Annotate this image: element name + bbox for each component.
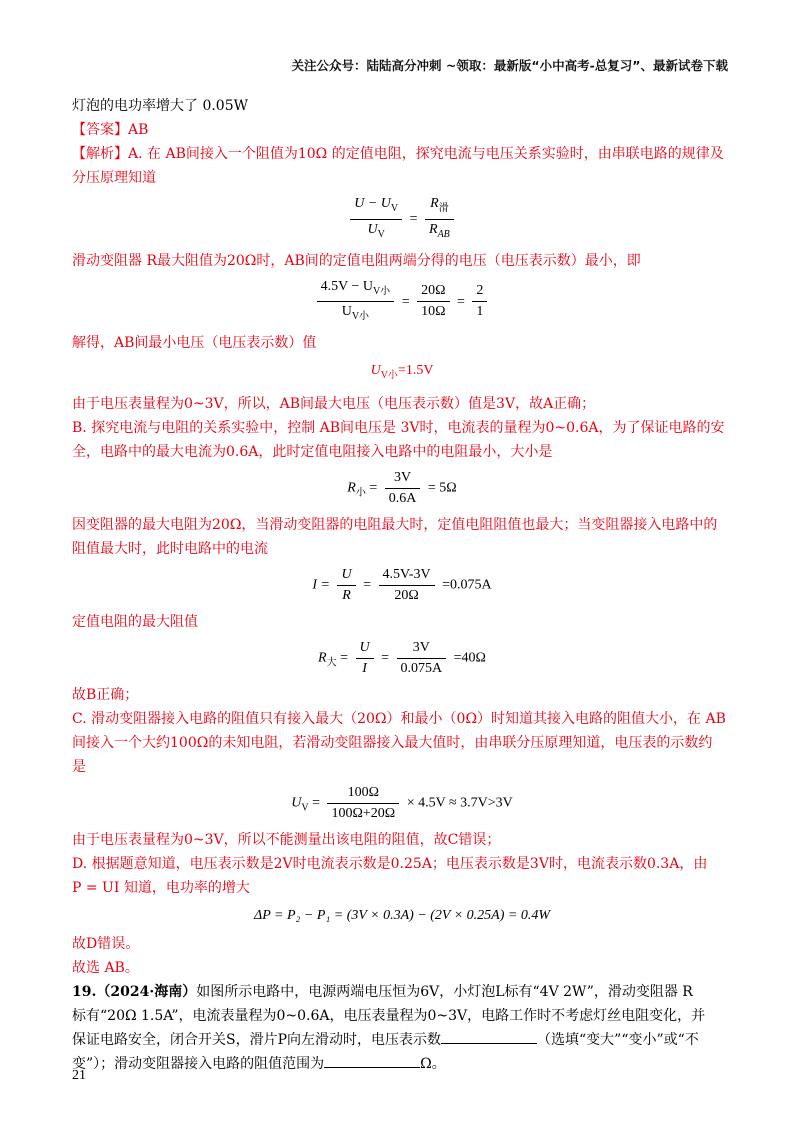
equation-1: $\frac{U - U_V}{U_V}$ = $\frac{R_滑}{R_{AB}}$ bbox=[72, 194, 732, 245]
analysis-line: 解得，AB间最小电压（电压表示数）值 bbox=[72, 335, 317, 352]
equation-8: ΔP = P₂ − P₁ = (3V × 0.3A) − (2V × 0.25A) = 0.4W bbox=[254, 907, 550, 923]
analysis-line: 由于电压表量程为0~3V，所以，AB间最大电压（电压表示数）值是3V，故A正确； bbox=[72, 395, 596, 412]
question-text: 保证电路安全，闭合开关S，滑片P向左滑动时，电压表示数 bbox=[72, 1031, 442, 1048]
analysis-line: 定值电阻的最大阻值 bbox=[72, 613, 198, 630]
analysis-line: 阻值最大时，此时电路中的电流 bbox=[72, 540, 268, 557]
answer-blank-1[interactable] bbox=[441, 1029, 537, 1044]
analysis-line: 【解析】A. 在 AB间接入一个阻值为10Ω 的定值电阻，探究电流与电压关系实验时，由串联电路的规律及 bbox=[72, 146, 724, 162]
analysis-line: 滑动变阻器 R最大阻值为20Ω时，AB间的定值电阻两端分得的电压（电压表示数）最小，即 bbox=[72, 252, 641, 269]
analysis-line: 间接入一个大约100Ω的未知电阻，若滑动变阻器接入最大值时，由串联分压原理知道，电压表的示数约 bbox=[72, 734, 713, 751]
page-header: 关注公众号：陆陆高分冲刺 ~领取：最新版“小中高考-总复习”、最新试卷下载 bbox=[291, 58, 728, 73]
equation-6: $R_大$ = $\frac{U}{I}$ = $\frac{3V}{0.075A}$ =40Ω bbox=[318, 639, 486, 676]
analysis-line: C. 滑动变阻器接入电路的阻值只有接入最大（20Ω）和最小（0Ω）时知道其接入电路的阻值大小，在 AB bbox=[72, 710, 726, 727]
text-line: 灯泡的电功率增大了 0.05W bbox=[72, 98, 249, 114]
analysis-line: 是 bbox=[72, 758, 86, 775]
question-text: 变”）；滑动变阻器接入电路的阻值范围为 bbox=[72, 1055, 325, 1072]
analysis-line: 故选 AB。 bbox=[72, 959, 139, 976]
answer-blank-2[interactable] bbox=[324, 1053, 420, 1068]
question-19 bbox=[72, 980, 732, 1076]
question-source: （2024·海南） bbox=[96, 983, 197, 1000]
solution-content bbox=[72, 94, 732, 1076]
analysis-line: 全，电路中的最大电流为0.6A，此时定值电阻接入电路中的电阻最小，大小是 bbox=[72, 443, 553, 460]
analysis-line: 故B正确； bbox=[72, 686, 139, 703]
answer-line: 【答案】AB bbox=[72, 122, 149, 138]
question-number: 19. bbox=[72, 983, 97, 1000]
header-divider bbox=[72, 76, 728, 77]
question-text: 标有“20Ω 1.5A”，电流表量程为0~0.6A，电压表量程为0~3V，电路工作时不考虑灯丝电阻变化，并 bbox=[72, 1007, 706, 1024]
equation-5: I = $\frac{U}{R}$ = $\frac{4.5V-3V}{20\Omega}$ =0.075A bbox=[312, 566, 492, 603]
equation-2: $\frac{4.5V - U_{V小}}{U_{V小}}$ = $\frac{20\Omega}{10\Omega}$ = $\frac{2}{1}$ bbox=[72, 277, 732, 328]
analysis-line: 由于电压表量程为0~3V，所以不能测量出该电阻的阻值，故C错误； bbox=[72, 831, 501, 848]
analysis-line: B. 探究电流与电阻的关系实验中，控制 AB间电压是 3V时，电流表的量程为0~0.6A，为了保证电路的安 bbox=[72, 419, 725, 436]
question-text: Ω。 bbox=[420, 1055, 446, 1072]
question-text: （选填“变大”“变小”或“不 bbox=[537, 1031, 699, 1048]
equation-3: $U_{V小}=1.5V$ bbox=[370, 363, 434, 381]
analysis-line: 故D错误。 bbox=[72, 935, 140, 952]
analysis-line: P = UI 知道，电功率的增大 bbox=[72, 879, 250, 896]
analysis-line: 因变阻器的最大电阻为20Ω，当滑动变阻器的电阻最大时，定值电阻阻值也最大；当变阻器接入电路中的 bbox=[72, 516, 718, 533]
equation-7: $U_V$ = $\frac{100\Omega}{100\Omega+20\Omega}$ × 4.5V ≈ 3.7V>3V bbox=[291, 784, 513, 821]
question-text: 如图所示电路中，电源两端电压恒为6V，小灯泡L标有“4V 2W”，滑动变阻器 R bbox=[196, 983, 693, 1000]
page-number: 21 bbox=[72, 1068, 86, 1083]
analysis-line: 分压原理知道 bbox=[72, 170, 156, 186]
equation-4: $R_小$ = $\frac{3V}{0.6A}$ = 5Ω bbox=[347, 469, 457, 506]
analysis-line: D. 根据题意知道，电压表示数是2V时电流表示数是0.25A；电压表示数是3V时，电流表示数0.3A，由 bbox=[72, 855, 708, 872]
